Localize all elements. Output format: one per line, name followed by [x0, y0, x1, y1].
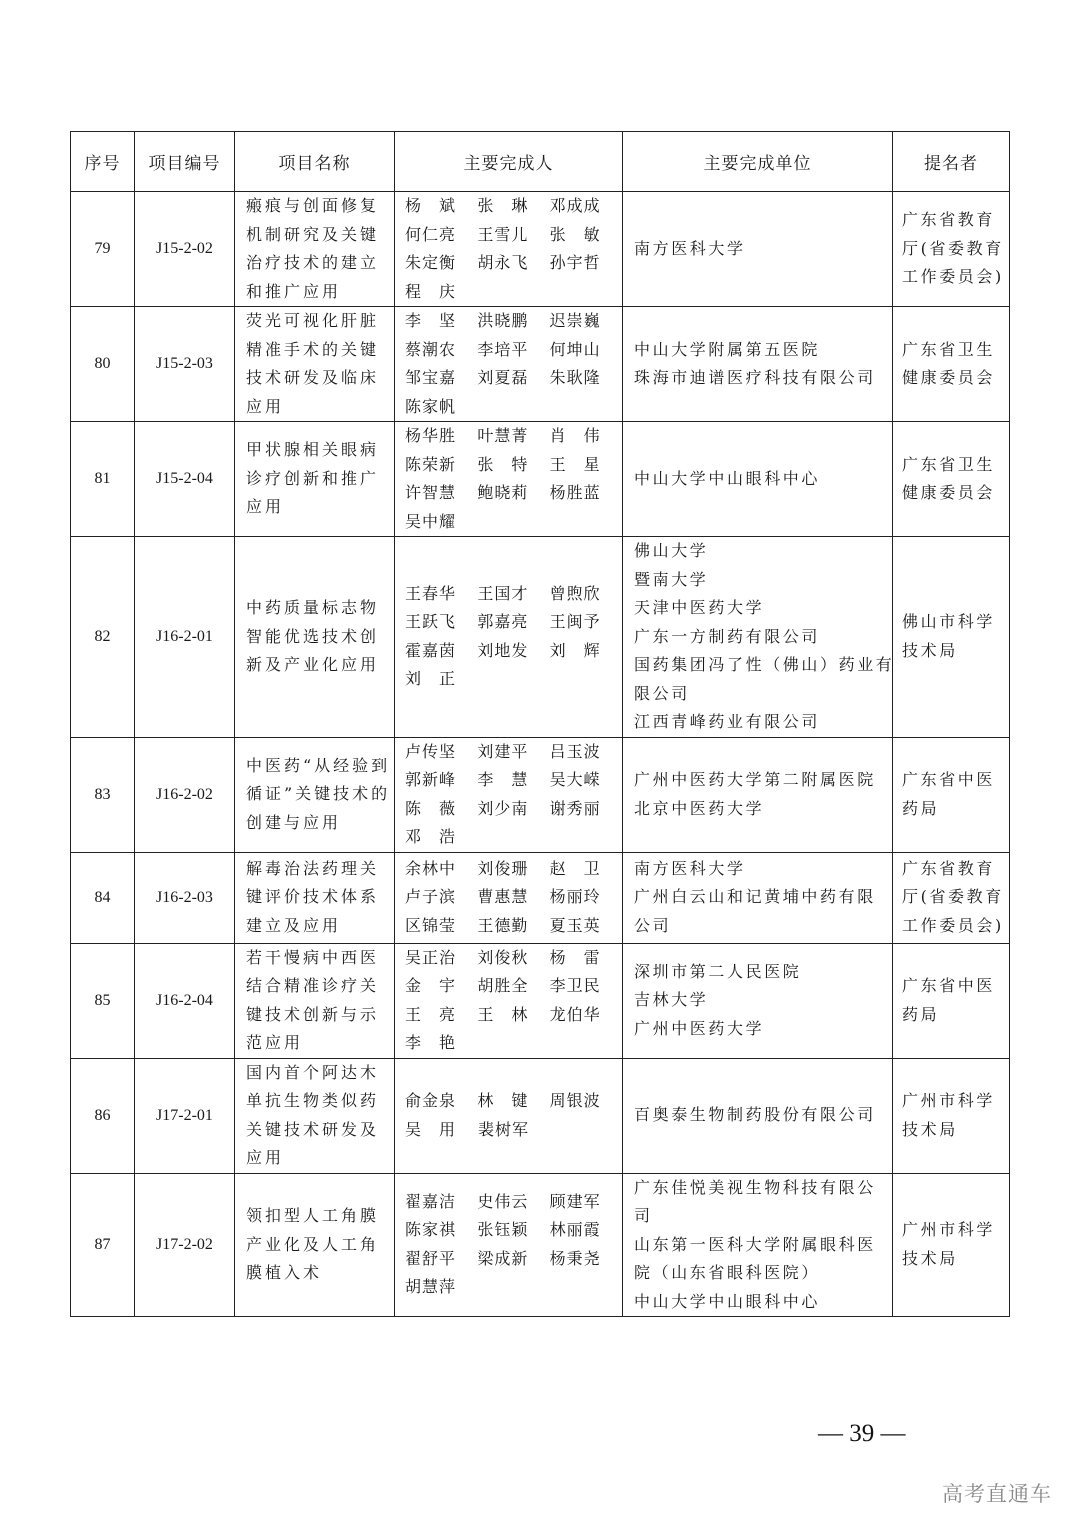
- contributor-name: 史伟云: [477, 1191, 529, 1211]
- contributor-name: 李 艳: [405, 1033, 457, 1052]
- nominator: [893, 192, 1010, 307]
- project-name: [235, 737, 395, 852]
- contributor-name: 吕玉波: [549, 741, 601, 761]
- project-name-line: 单抗生物类似药: [246, 1091, 380, 1110]
- nominator-line: 广东省卫生: [902, 339, 996, 359]
- serial-no: 79: [71, 192, 135, 307]
- contributors-line: [405, 1245, 622, 1274]
- nominator-line: 工作委员会): [902, 915, 1004, 935]
- unit-line: 南方医科大学: [634, 238, 746, 258]
- project-code: J15-2-03: [135, 307, 235, 422]
- contributors-line: [405, 393, 622, 422]
- contributors-line: [405, 1087, 622, 1116]
- contributor-name: 刘俊秋: [477, 947, 529, 967]
- project-code: J16-2-04: [135, 943, 235, 1058]
- header-serial-no: 序号: [71, 132, 135, 192]
- project-name: [235, 1173, 395, 1317]
- table-row: [71, 422, 1010, 537]
- project-name: [235, 943, 395, 1058]
- table-row: [71, 307, 1010, 422]
- header-project-name: 项目名称: [235, 132, 395, 192]
- main-units: [623, 192, 893, 307]
- contributors-line: [405, 912, 622, 941]
- contributors-line: [405, 580, 622, 609]
- contributor-name: 曹惠慧: [477, 887, 529, 907]
- watermark-text: 高考直通车: [942, 1482, 1052, 1506]
- nominator-line: 厅(省委教育: [902, 887, 1004, 907]
- contributors-line: [405, 972, 622, 1001]
- project-name: [235, 422, 395, 537]
- nominator-line: 健康委员会: [902, 368, 996, 387]
- contributor-name: 陈家帆: [405, 396, 457, 416]
- project-name-line: 膜植入术: [246, 1263, 323, 1282]
- contributor-name: 曾煦欣: [549, 583, 601, 603]
- project-name-line: 创建与应用: [246, 812, 342, 832]
- nominator-line: 广东省卫生: [902, 454, 996, 474]
- contributor-name: 孙宇哲: [549, 253, 601, 272]
- contributor-name: 洪晓鹏: [477, 311, 529, 330]
- project-name-line: 键评价技术体系: [246, 887, 380, 907]
- project-name-line: 精准手术的关键: [246, 339, 380, 359]
- table-row: [71, 852, 1010, 943]
- contributor-name: 霍嘉茵: [405, 640, 457, 660]
- contributor-name: 区锦莹: [405, 915, 457, 935]
- contributors-line: [405, 795, 622, 824]
- contributors-line: [405, 192, 622, 221]
- contributors-line: [405, 855, 622, 884]
- project-name-line: 结合精准诊疗关: [246, 976, 380, 995]
- contributor-name: 刘建平: [477, 741, 529, 761]
- project-name: [235, 192, 395, 307]
- project-code: J16-2-01: [135, 537, 235, 738]
- nominator: [893, 852, 1010, 943]
- project-name-line: 荧光可视化肝脏: [246, 311, 380, 330]
- contributor-name: 刘 正: [405, 669, 457, 689]
- serial-no: 81: [71, 422, 135, 537]
- contributor-name: 迟崇巍: [549, 311, 601, 330]
- contributors-line: [405, 278, 622, 307]
- contributors-line: [405, 508, 622, 537]
- table-header-row: [71, 132, 1010, 192]
- contributor-name: 胡胜全: [477, 976, 529, 995]
- unit-line: 吉林大学: [634, 990, 709, 1010]
- contributor-name: 王德勤: [477, 915, 529, 935]
- project-name-line: 领扣型人工角膜: [246, 1206, 380, 1225]
- contributor-name: 程 庆: [405, 281, 457, 301]
- unit-line: 江西青峰药业有限公司: [634, 712, 821, 731]
- project-code: J15-2-02: [135, 192, 235, 307]
- contributor-name: 朱定衡: [405, 253, 457, 272]
- nominator: [893, 943, 1010, 1058]
- awards-table: [70, 131, 1010, 1317]
- contributor-name: 刘少南: [477, 798, 529, 818]
- contributor-name: 叶慧菁: [477, 426, 529, 445]
- unit-line: 广州中医药大学第二附属医院: [634, 770, 876, 789]
- contributors: [395, 192, 623, 307]
- contributor-name: 吴大嵘: [549, 770, 601, 789]
- contributor-name: 邓 浩: [405, 827, 457, 846]
- unit-line: 公司: [634, 915, 672, 935]
- nominator-line: 广州市科学: [902, 1220, 996, 1240]
- nominator: [893, 307, 1010, 422]
- unit-line: 百奥泰生物制药股份有限公司: [634, 1105, 876, 1125]
- nominator: [893, 737, 1010, 852]
- contributor-name: 金 宇: [405, 976, 457, 995]
- contributor-name: 胡永飞: [477, 253, 529, 272]
- table-row: [71, 1173, 1010, 1317]
- contributor-name: 周银波: [549, 1091, 601, 1110]
- nominator-line: 工作委员会): [902, 267, 1004, 287]
- contributor-name: 郭嘉亮: [477, 612, 529, 632]
- project-name-line: 技术研发及临床: [246, 368, 380, 387]
- contributors-line: [405, 1116, 622, 1145]
- project-name: [235, 537, 395, 738]
- project-name: [235, 1058, 395, 1173]
- project-name-line: 甲状腺相关眼病: [246, 440, 380, 460]
- contributors-line: [405, 1029, 622, 1058]
- contributors-line: [405, 1273, 622, 1302]
- unit-line: 司: [634, 1206, 653, 1225]
- contributors-line: [405, 608, 622, 637]
- contributor-name: 王跃飞: [405, 612, 457, 632]
- contributor-name: 吴正治: [405, 947, 457, 967]
- project-name-line: 机制研究及关键: [246, 224, 380, 244]
- contributors: [395, 307, 623, 422]
- contributor-name: 许智慧: [405, 483, 457, 502]
- contributors-line: [405, 823, 622, 852]
- project-name-line: 中药质量标志物: [246, 598, 380, 617]
- contributor-name: 林 键: [477, 1091, 529, 1110]
- project-code: J16-2-03: [135, 852, 235, 943]
- contributors-line: [405, 249, 622, 278]
- serial-no: 80: [71, 307, 135, 422]
- contributor-name: 龙伯华: [549, 1004, 601, 1024]
- contributor-name: 刘夏磊: [477, 368, 529, 387]
- project-name-line: 范应用: [246, 1033, 304, 1052]
- contributors-line: [405, 1216, 622, 1245]
- serial-no: 82: [71, 537, 135, 738]
- nominator: [893, 422, 1010, 537]
- serial-no: 86: [71, 1058, 135, 1173]
- contributors-line: [405, 944, 622, 973]
- table-row: [71, 192, 1010, 307]
- contributor-name: 王闽予: [549, 612, 601, 632]
- project-name-line: 治疗技术的建立: [246, 253, 380, 272]
- main-units: [623, 852, 893, 943]
- project-name-line: 关键技术研发及: [246, 1119, 380, 1139]
- unit-line: 广州白云山和记黄埔中药有限: [634, 887, 876, 907]
- nominator-line: 药局: [902, 1004, 940, 1024]
- unit-line: 珠海市迪谱医疗科技有限公司: [634, 368, 876, 387]
- project-name-line: 产业化及人工角: [246, 1234, 380, 1254]
- header-main-contributors: 主要完成人: [395, 132, 623, 192]
- contributor-name: 张钰颖: [477, 1220, 529, 1240]
- nominator: [893, 1058, 1010, 1173]
- contributor-name: 李 慧: [477, 770, 529, 789]
- contributors-line: [405, 1188, 622, 1217]
- main-units: [623, 537, 893, 738]
- contributors-line: [405, 637, 622, 666]
- unit-line: 中山大学中山眼科中心: [634, 468, 821, 488]
- contributor-name: 翟嘉洁: [405, 1191, 457, 1211]
- contributor-name: 王 林: [477, 1004, 529, 1024]
- nominator-line: 广东省中医: [902, 770, 996, 789]
- contributors: [395, 422, 623, 537]
- contributor-name: 吴 用: [405, 1119, 457, 1139]
- project-name-line: 诊疗创新和推广: [246, 468, 380, 488]
- contributor-name: 何仁亮: [405, 224, 457, 244]
- serial-no: 83: [71, 737, 135, 852]
- main-units: [623, 307, 893, 422]
- project-name-line: 智能优选技术创: [246, 626, 380, 646]
- project-code: J16-2-02: [135, 737, 235, 852]
- nominator-line: 广州市科学: [902, 1091, 996, 1110]
- main-units: [623, 737, 893, 852]
- nominator-line: 广东省教育: [902, 210, 996, 230]
- contributor-name: 余林中: [405, 858, 457, 878]
- contributor-name: 李卫民: [549, 976, 601, 995]
- contributor-name: 杨秉尧: [549, 1248, 601, 1268]
- contributors: [395, 537, 623, 738]
- contributor-name: 裴树军: [478, 1119, 530, 1139]
- project-name-line: 循证”关键技术的: [246, 784, 391, 804]
- contributor-name: 刘 辉: [549, 640, 601, 660]
- contributor-name: 卢子滨: [405, 887, 457, 907]
- contributor-name: 何坤山: [549, 339, 601, 359]
- nominator: [893, 537, 1010, 738]
- contributor-name: 王春华: [405, 583, 457, 603]
- project-code: J15-2-04: [135, 422, 235, 537]
- contributors-line: [405, 1001, 622, 1030]
- contributors-line: [405, 665, 622, 694]
- contributor-name: 王 亮: [405, 1004, 457, 1024]
- contributors: [395, 737, 623, 852]
- project-name-line: 建立及应用: [246, 915, 342, 935]
- contributors-line: [405, 422, 622, 451]
- contributor-name: 王 星: [549, 454, 601, 474]
- contributor-name: 赵 卫: [549, 858, 601, 878]
- contributor-name: 刘地发: [477, 640, 529, 660]
- contributor-name: 杨 雷: [549, 947, 601, 967]
- contributor-name: 杨 斌: [405, 196, 457, 215]
- contributor-name: 林丽霞: [549, 1220, 601, 1240]
- nominator: [893, 1173, 1010, 1317]
- nominator-line: 厅(省委教育: [902, 238, 1004, 258]
- unit-line: 南方医科大学: [634, 858, 746, 878]
- contributor-name: 肖 伟: [549, 426, 601, 445]
- project-name-line: 解毒治法药理关: [246, 858, 380, 878]
- nominator-line: 佛山市科学: [902, 612, 996, 632]
- page-number: — 39 —: [818, 1420, 906, 1447]
- contributor-name: 谢秀丽: [549, 798, 601, 818]
- contributors-line: [405, 364, 622, 393]
- nominator-line: 健康委员会: [902, 483, 996, 502]
- serial-no: 85: [71, 943, 135, 1058]
- table-row: [71, 1058, 1010, 1173]
- header-project-code: 项目编号: [135, 132, 235, 192]
- unit-line: 暨南大学: [634, 569, 709, 589]
- unit-line: 中山大学附属第五医院: [634, 339, 821, 359]
- unit-line: 广州中医药大学: [634, 1018, 765, 1038]
- contributor-name: 刘俊珊: [477, 858, 529, 878]
- contributor-name: 邹宝嘉: [405, 368, 457, 387]
- main-units: [623, 1058, 893, 1173]
- project-code: J17-2-01: [135, 1058, 235, 1173]
- unit-line: 国药集团冯了性（佛山）药业有: [634, 655, 895, 674]
- unit-line: 山东第一医科大学附属眼科医: [634, 1234, 876, 1254]
- contributor-name: 李培平: [477, 339, 529, 359]
- project-name-line: 键技术创新与示: [246, 1004, 380, 1024]
- header-nominator: 提名者: [893, 132, 1010, 192]
- contributors: [395, 1173, 623, 1317]
- main-units: [623, 943, 893, 1058]
- project-name-line: 若干慢病中西医: [246, 947, 380, 967]
- contributors-line: [405, 451, 622, 480]
- contributor-name: 朱耿隆: [549, 368, 601, 387]
- contributor-name: 王雪儿: [477, 224, 529, 244]
- contributors-line: [405, 479, 622, 508]
- contributor-name: 夏玉英: [549, 915, 601, 935]
- unit-line: 北京中医药大学: [634, 798, 765, 818]
- main-units: [623, 422, 893, 537]
- contributor-name: 梁成新: [477, 1248, 529, 1268]
- nominator-line: 技术局: [902, 1119, 958, 1139]
- contributors-line: [405, 221, 622, 250]
- unit-line: 佛山大学: [634, 541, 709, 560]
- unit-line: 深圳市第二人民医院: [634, 961, 802, 981]
- contributor-name: 蔡潮农: [405, 339, 457, 359]
- unit-line: 限公司: [634, 683, 690, 703]
- contributor-name: 杨华胜: [405, 426, 457, 445]
- unit-line: 院（山东省眼科医院）: [634, 1263, 821, 1282]
- contributors: [395, 852, 623, 943]
- contributor-name: 陈 薇: [405, 798, 457, 818]
- contributors: [395, 943, 623, 1058]
- contributor-name: 胡慧萍: [405, 1277, 457, 1297]
- project-name-line: 国内首个阿达木: [246, 1062, 380, 1082]
- table-row: [71, 943, 1010, 1058]
- contributors-line: [405, 766, 622, 795]
- project-name-line: 应用: [246, 1148, 285, 1167]
- contributor-name: 翟舒平: [405, 1248, 457, 1268]
- nominator-line: 技术局: [902, 1248, 958, 1268]
- contributor-name: 顾建军: [549, 1191, 601, 1211]
- contributor-name: 邓成成: [549, 196, 601, 215]
- nominator-line: 广东省中医: [902, 976, 996, 995]
- table-row: [71, 737, 1010, 852]
- serial-no: 87: [71, 1173, 135, 1317]
- project-name-line: 应用: [246, 497, 285, 517]
- contributor-name: 吴中耀: [405, 511, 457, 531]
- project-name-line: 瘢痕与创面修复: [246, 196, 380, 215]
- contributor-name: 郭新峰: [405, 770, 457, 789]
- table-row: [71, 537, 1010, 738]
- contributors-line: [405, 336, 622, 365]
- contributor-name: 张 特: [477, 454, 529, 474]
- contributor-name: 陈家祺: [405, 1220, 457, 1240]
- contributor-name: 王国才: [477, 583, 529, 603]
- contributors-line: [405, 307, 622, 336]
- contributors: [395, 1058, 623, 1173]
- unit-line: 天津中医药大学: [634, 598, 765, 617]
- project-name-line: 新及产业化应用: [246, 655, 380, 674]
- contributor-name: 俞金泉: [405, 1091, 457, 1110]
- serial-no: 84: [71, 852, 135, 943]
- unit-line: 中山大学中山眼科中心: [634, 1291, 821, 1311]
- contributor-name: 卢传坚: [405, 741, 457, 761]
- header-main-units: 主要完成单位: [623, 132, 893, 192]
- table-body: [71, 192, 1010, 1317]
- unit-line: 广东一方制药有限公司: [634, 626, 821, 646]
- project-name-line: 中医药“从经验到: [246, 755, 391, 775]
- contributor-name: 杨胜蓝: [549, 483, 601, 502]
- nominator-line: 广东省教育: [902, 858, 996, 878]
- project-name: [235, 307, 395, 422]
- project-name-line: 应用: [246, 396, 285, 416]
- project-name: [235, 852, 395, 943]
- contributors-line: [405, 738, 622, 767]
- contributor-name: 张 琳: [477, 196, 529, 215]
- nominator-line: 技术局: [902, 640, 958, 660]
- unit-line: 广东佳悦美视生物科技有限公: [634, 1177, 876, 1197]
- contributor-name: 鲍晓莉: [477, 483, 529, 502]
- nominator-line: 药局: [902, 798, 940, 818]
- project-name-line: 和推广应用: [246, 281, 342, 301]
- project-code: J17-2-02: [135, 1173, 235, 1317]
- contributor-name: 杨丽玲: [549, 887, 601, 907]
- contributors-line: [405, 883, 622, 912]
- contributor-name: 李 坚: [405, 311, 457, 330]
- contributor-name: 陈荣新: [405, 454, 457, 474]
- main-units: [623, 1173, 893, 1317]
- contributor-name: 张 敏: [549, 224, 601, 244]
